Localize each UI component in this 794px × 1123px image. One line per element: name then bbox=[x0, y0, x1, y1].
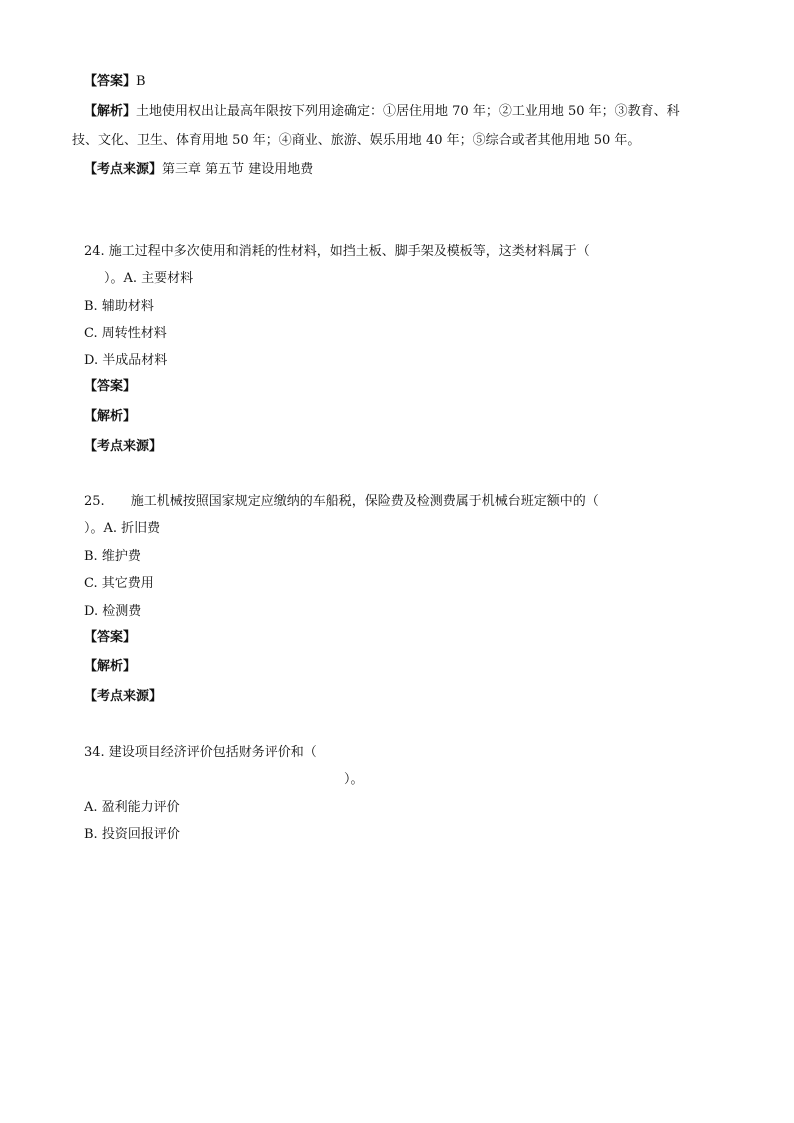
q25-option-c: C. 其它费用 bbox=[84, 576, 154, 591]
q24-stem-line-1: 24. 施工过程中多次使用和消耗的性材料，如挡土板、脚手架及模板等，这类材料属于（ bbox=[84, 244, 590, 259]
q25-stem-text-1: 施工机械按照国家规定应缴纳的车船税，保险费及检测费属于机械台班定额中的（ bbox=[130, 494, 599, 509]
q23-source-value: 第三章 第五节 建设用地费 bbox=[162, 162, 314, 177]
q23-analysis-line bbox=[84, 103, 680, 121]
q24-stem-line-2: ）。A. 主要材料 bbox=[104, 271, 194, 286]
q23-answer-label: 【答案】 bbox=[84, 74, 137, 89]
q23-answer-line bbox=[84, 73, 146, 91]
q23-source-line bbox=[84, 161, 313, 179]
q23-analysis-label: 【解析】 bbox=[84, 104, 137, 119]
q25-answer-label: 【答案】 bbox=[84, 630, 137, 645]
q23-analysis-text-1: 土地使用权出让最高年限按下列用途确定：①居住用地 70 年；②工业用地 50 年；③教育、科 bbox=[136, 104, 680, 119]
q24-source-label: 【考点来源】 bbox=[84, 439, 163, 454]
q34-option-b: B. 投资回报评价 bbox=[84, 827, 180, 842]
q25-analysis-label: 【解析】 bbox=[84, 659, 137, 674]
q25-source-label: 【考点来源】 bbox=[84, 689, 163, 704]
q23-analysis-text-2: 技、文化、卫生、体育用地 50 年；④商业、旅游、娱乐用地 40 年；⑤综合或者其他用地 50 年。 bbox=[72, 133, 641, 148]
q24-option-d: D. 半成品材料 bbox=[84, 353, 168, 368]
q23-source-label: 【考点来源】 bbox=[84, 162, 163, 177]
q24-option-c: C. 周转性材料 bbox=[84, 326, 167, 341]
q25-stem-line-1 bbox=[84, 493, 599, 511]
q25-number: 25. bbox=[84, 494, 105, 509]
q25-stem-line-2: ）。A. 折旧费 bbox=[84, 521, 161, 536]
q34-option-a: A. 盈利能力评价 bbox=[84, 800, 180, 815]
q24-answer-label: 【答案】 bbox=[84, 379, 137, 394]
q24-analysis-label: 【解析】 bbox=[84, 409, 137, 424]
q25-option-d: D. 检测费 bbox=[84, 604, 142, 619]
q23-answer-value: B bbox=[136, 74, 146, 89]
q34-stem-line-2: ）。 bbox=[344, 772, 364, 787]
q34-stem-line-1: 34. 建设项目经济评价包括财务评价和（ bbox=[84, 745, 317, 760]
q25-option-b: B. 维护费 bbox=[84, 549, 141, 564]
q24-option-b: B. 辅助材料 bbox=[84, 299, 154, 314]
